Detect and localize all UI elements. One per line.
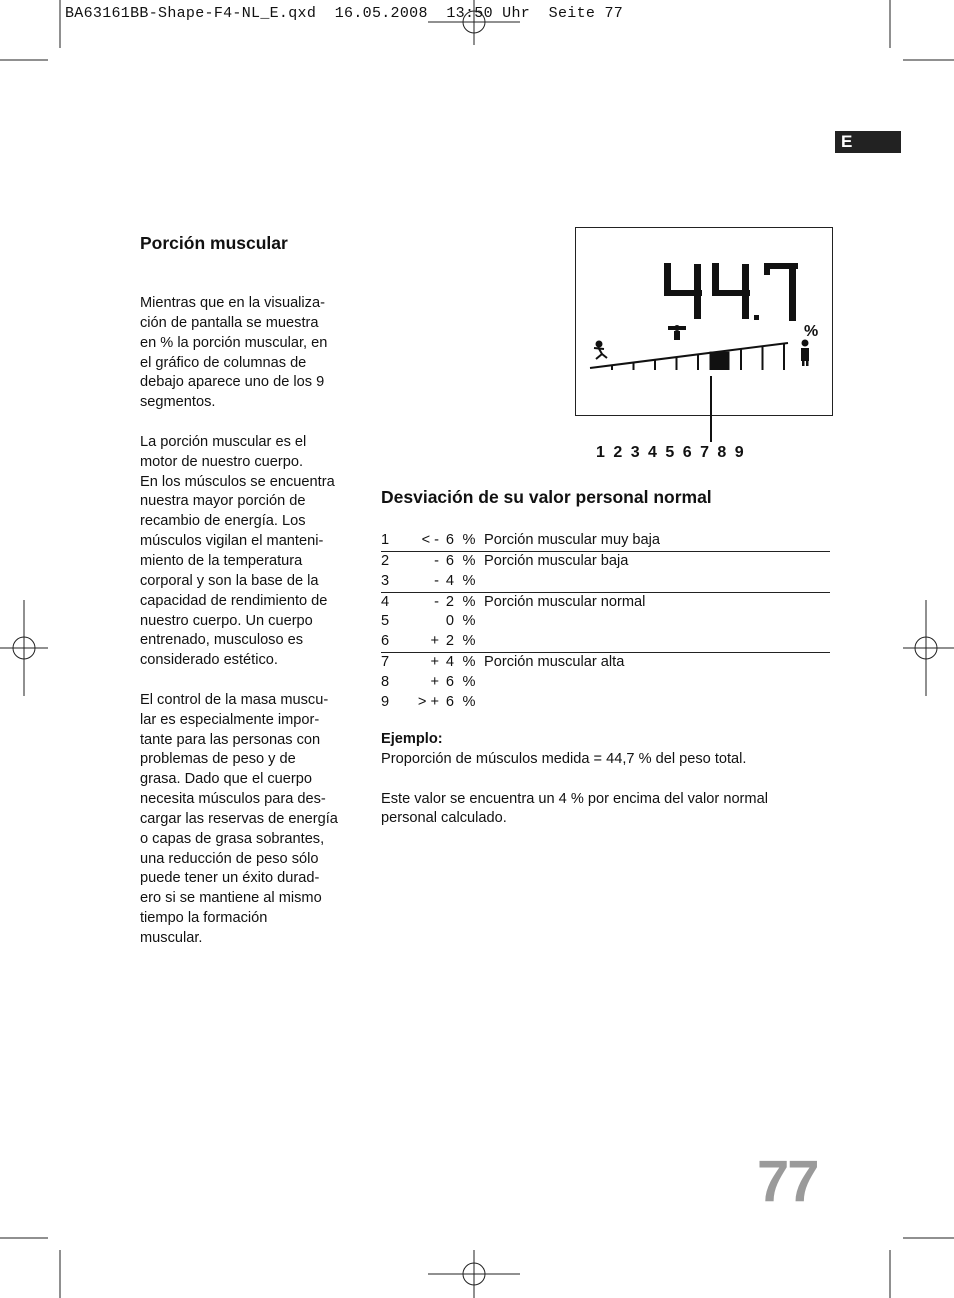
- cell-sign: +: [409, 653, 439, 673]
- cell-sign: +: [430, 633, 439, 650]
- paragraph-line: ción de pantalla se muestra: [140, 314, 319, 331]
- conclusion-line-1: Este valor se encuentra un 4 % por encima del valor normal: [381, 790, 768, 807]
- left-text: [140, 294, 355, 949]
- paragraph-line: lar es especialmente impor-: [140, 711, 320, 728]
- cell-sign: < -: [421, 532, 439, 548]
- paragraph-line: miento de la temperatura: [140, 552, 303, 569]
- paragraph-line: necesita músculos para des-: [140, 791, 326, 808]
- segment-4: [676, 357, 678, 370]
- right-heading-wrap: [381, 487, 712, 508]
- language-tab: E: [835, 131, 901, 153]
- paragraph-line: segmentos.: [140, 394, 216, 411]
- segment-baseline: [590, 343, 788, 368]
- cell-n: 7: [381, 653, 409, 673]
- cell-sign: -: [409, 592, 439, 612]
- paragraph-line: nuestro cuerpo. Un cuerpo: [140, 612, 313, 629]
- segment-2: [633, 363, 635, 370]
- table-row: [381, 551, 830, 571]
- table-row: [381, 531, 830, 551]
- segment-9: [783, 344, 785, 370]
- segment-1: [611, 365, 613, 370]
- cell-val: 2: [439, 592, 454, 612]
- cell-n: 5: [381, 613, 390, 630]
- paragraph-line: músculos vigilan el manteni-: [140, 533, 324, 550]
- runner-icon: [594, 342, 607, 360]
- cell-val: 6: [439, 551, 454, 571]
- table-row: [381, 673, 830, 693]
- paragraph-line: corporal y son la base de la: [140, 572, 319, 589]
- cell-label: [484, 632, 830, 652]
- cell-pct: %: [462, 532, 476, 548]
- paragraph-line: La porción muscular es el: [140, 433, 307, 450]
- cell-pct: %: [454, 592, 484, 612]
- cell-pct: %: [462, 613, 476, 630]
- scale-display: [575, 227, 833, 416]
- cell-n: 1: [381, 532, 390, 548]
- cell-label: [484, 572, 830, 592]
- cell-label: [484, 673, 830, 693]
- example-block: [381, 730, 831, 829]
- paragraph-line: nuestra mayor porción de: [140, 493, 306, 510]
- cell-val: 6: [445, 532, 454, 548]
- deviation-table-wrap: [381, 531, 831, 713]
- cell-val: 6: [445, 693, 454, 710]
- paragraph-line: cargar las reservas de energía: [140, 810, 338, 827]
- cell-val: 4: [445, 572, 454, 589]
- cell-n: 4: [381, 592, 409, 612]
- person-icon: [801, 340, 809, 367]
- section-title-deviation: Desviación de su valor personal normal: [381, 487, 712, 507]
- paragraph-line: en % la porción muscular, en: [140, 334, 328, 351]
- display-unit: %: [804, 323, 819, 340]
- left-column: [140, 233, 355, 254]
- cell-pct: %: [462, 673, 476, 690]
- table-row: [381, 653, 830, 673]
- table-row: [381, 632, 830, 652]
- segment-5: [697, 354, 699, 370]
- cell-label: Porción muscular normal: [484, 592, 830, 612]
- display-graphic: [576, 228, 832, 415]
- cell-pct: %: [462, 572, 476, 589]
- display-value-digits: [664, 263, 798, 321]
- cell-label: Porción muscular baja: [484, 551, 830, 571]
- cell-val: 2: [445, 633, 454, 650]
- segment-6: [710, 352, 730, 370]
- cell-label: [484, 693, 830, 713]
- example-line: Proporción de músculos medida = 44,7 % del peso total.: [381, 750, 747, 767]
- paragraph-line: debajo aparece uno de los 9: [140, 374, 325, 391]
- segment-number-labels: 1 2 3 4 5 6 7 8 9: [596, 444, 745, 461]
- conclusion-line-2: personal calculado.: [381, 810, 507, 827]
- cell-label: Porción muscular alta: [484, 653, 830, 673]
- cell-sign: > +: [417, 693, 439, 710]
- paragraph-line: tiempo la formación: [140, 910, 268, 927]
- example-heading: Ejemplo:: [381, 731, 443, 747]
- segment-bar: [590, 343, 788, 370]
- table-row: [381, 592, 830, 612]
- print-header: BA63161BB-Shape-F4-NL_E.qxd 16.05.2008 13:50 Uhr Seite 77: [65, 5, 624, 22]
- cell-pct: %: [462, 633, 476, 650]
- table-row: [381, 612, 830, 632]
- cell-label: [484, 612, 830, 632]
- paragraph-line: o capas de grasa sobrantes,: [140, 830, 325, 847]
- paragraph-line: considerado estético.: [140, 652, 278, 669]
- paragraph-line: motor de nuestro cuerpo.: [140, 453, 304, 470]
- paragraph-line: muscular.: [140, 930, 203, 946]
- section-title-muscle: Porción muscular: [140, 233, 288, 253]
- paragraph-line: problemas de peso y de: [140, 751, 296, 768]
- cell-sign: -: [434, 572, 439, 589]
- paragraph-line: el gráfico de columnas de: [140, 354, 307, 371]
- cell-sign: [409, 612, 439, 632]
- cell-val: 6: [445, 673, 454, 690]
- paragraph-line: ero si se mantiene al mismo: [140, 890, 322, 907]
- cell-label: Porción muscular muy baja: [484, 532, 661, 548]
- cell-n: 2: [381, 551, 409, 571]
- table-row: [381, 572, 830, 592]
- cell-pct: %: [454, 653, 484, 673]
- paragraph-line: El control de la masa muscu-: [140, 691, 329, 708]
- paragraph-line: puede tener un éxito durad-: [140, 870, 320, 887]
- paragraph-line: recambio de energía. Los: [140, 513, 306, 530]
- segment-8: [762, 346, 764, 370]
- cell-sign: +: [430, 673, 439, 690]
- paragraph-line: una reducción de peso sólo: [140, 850, 319, 867]
- segment-7: [740, 349, 742, 370]
- pointer-line: [709, 414, 713, 442]
- table-row: [381, 693, 830, 713]
- paragraph-line: En los músculos se encuentra: [140, 473, 335, 490]
- cell-n: 9: [381, 693, 390, 710]
- cell-sign: -: [409, 551, 439, 571]
- paragraph-line: entrenado, musculoso es: [140, 632, 304, 649]
- segment-3: [654, 360, 656, 370]
- cell-val: 0: [445, 613, 454, 630]
- deviation-table: [381, 531, 830, 713]
- cell-val: 4: [439, 653, 454, 673]
- cell-pct: %: [454, 551, 484, 571]
- cell-pct: %: [462, 693, 476, 710]
- paragraph-line: grasa. Dado que el cuerpo: [140, 771, 312, 788]
- paragraph-line: Mientras que en la visualiza-: [140, 295, 325, 311]
- cell-n: 6: [381, 633, 390, 650]
- page-number: 77: [757, 1149, 818, 1214]
- muscle-icon: [668, 325, 686, 340]
- paragraph-line: tante para las personas con: [140, 731, 321, 748]
- cell-n: 8: [381, 673, 390, 690]
- paragraph-line: capacidad de rendimiento de: [140, 592, 328, 609]
- cell-n: 3: [381, 572, 390, 589]
